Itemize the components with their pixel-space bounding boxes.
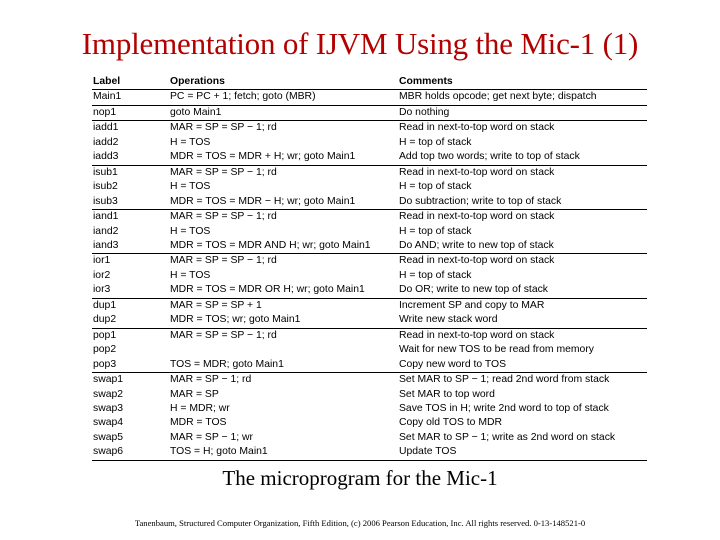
row-label-cell: pop1 <box>93 329 117 341</box>
table-row <box>92 445 647 460</box>
row-operation-cell: goto Main1 <box>169 105 398 120</box>
row-label-cell: ior2 <box>93 269 111 281</box>
table-row <box>92 373 647 388</box>
row-comment-cell: Write new stack word <box>398 313 647 328</box>
row-label-cell: dup1 <box>93 299 117 311</box>
table-row <box>92 210 647 225</box>
row-label-cell: swap1 <box>93 374 124 386</box>
row-operation-cell: PC = PC + 1; fetch; goto (MBR) <box>169 90 398 105</box>
row-comment-cell: Read in next-to-top word on stack <box>399 166 555 178</box>
row-comment-cell: Set MAR to SP − 1; write as 2nd word on stack <box>399 431 616 443</box>
row-comment-cell: H = top of stack <box>399 181 472 193</box>
row-label-cell: swap5 <box>93 431 124 443</box>
row-comment-cell: H = top of stack <box>399 136 472 148</box>
table-row <box>92 313 647 328</box>
row-label-cell: iadd2 <box>93 136 119 148</box>
row-operation-cell: MDR = TOS <box>170 417 227 429</box>
row-operation-cell: MAR = SP = SP − 1; rd <box>170 166 277 178</box>
microprogram-table-container <box>92 75 647 461</box>
row-operation-cell: MAR = SP = SP − 1; rd <box>170 211 277 223</box>
row-operation-cell: MAR = SP − 1; wr <box>170 431 253 443</box>
table-row <box>92 225 647 239</box>
table-row <box>92 105 647 120</box>
row-operation-cell: H = TOS <box>170 136 211 148</box>
table-body <box>92 90 647 460</box>
row-comment-cell: Read in next-to-top word on stack <box>399 211 555 223</box>
table-row <box>92 283 647 298</box>
table-row <box>92 239 647 254</box>
row-operation-cell: MAR = SP − 1; rd <box>170 374 252 386</box>
row-label-cell: isub1 <box>93 166 118 178</box>
row-comment-cell: H = top of stack <box>399 225 472 237</box>
table-row <box>92 269 647 283</box>
row-label-cell: Main1 <box>92 90 169 105</box>
row-operation-cell: MDR = TOS = MDR − H; wr; goto Main1 <box>169 195 398 210</box>
row-comment-cell: Copy new word to TOS <box>398 358 647 373</box>
copyright-credit: Tanenbaum, Structured Computer Organization, Fifth Edition, (c) 2006 Pearson Education, Inc. All rights reserved. 0-13-148521-0 <box>134 518 586 528</box>
row-comment-cell: Set MAR to SP − 1; read 2nd word from stack <box>399 374 610 386</box>
row-comment-cell: Save TOS in H; write 2nd word to top of stack <box>399 402 609 414</box>
row-operation-cell: MAR = SP = SP − 1; rd <box>170 255 277 267</box>
row-comment-cell: Read in next-to-top word on stack <box>399 329 555 341</box>
table-row <box>92 150 647 165</box>
row-label-cell: nop1 <box>92 105 169 120</box>
row-comment-cell: Set MAR to top word <box>399 388 495 400</box>
row-comment-cell: Do OR; write to new top of stack <box>398 283 647 298</box>
table-row <box>92 180 647 194</box>
row-operation-cell: MDR = TOS = MDR OR H; wr; goto Main1 <box>169 283 398 298</box>
row-operation-cell: MAR = SP = SP − 1; rd <box>170 329 277 341</box>
row-label-cell: ior3 <box>92 283 169 298</box>
row-label-cell: iadd1 <box>93 122 119 134</box>
row-operation-cell: MDR = TOS = MDR + H; wr; goto Main1 <box>169 150 398 165</box>
row-label-cell: pop2 <box>93 344 117 356</box>
table-row <box>92 402 647 416</box>
row-operation-cell: TOS = MDR; goto Main1 <box>169 358 398 373</box>
row-comment-cell: Do nothing <box>398 105 647 120</box>
row-label-cell: isub2 <box>93 181 118 193</box>
row-label-cell: swap6 <box>92 445 169 460</box>
row-comment-cell: Do subtraction; write to top of stack <box>398 195 647 210</box>
row-operation-cell: H = TOS <box>170 269 211 281</box>
row-label-cell: iadd3 <box>92 150 169 165</box>
table-row <box>92 121 647 136</box>
row-operation-cell: MDR = TOS = MDR AND H; wr; goto Main1 <box>169 239 398 254</box>
row-operation-cell: H = TOS <box>170 225 211 237</box>
row-comment-cell: Wait for new TOS to be read from memory <box>399 344 594 356</box>
row-operation-cell: MAR = SP = SP + 1 <box>170 299 262 311</box>
table-row <box>92 431 647 445</box>
table-row <box>92 328 647 343</box>
row-label-cell: swap4 <box>93 417 124 429</box>
row-label-cell: isub3 <box>92 195 169 210</box>
column-header-label: Label <box>92 75 169 90</box>
table-row <box>92 343 647 357</box>
row-comment-cell: Read in next-to-top word on stack <box>399 255 555 267</box>
table-row <box>92 254 647 269</box>
row-operation-cell: MAR = SP = SP − 1; rd <box>170 122 277 134</box>
table-row <box>92 195 647 210</box>
row-operation-cell: H = MDR; wr <box>170 402 230 414</box>
row-operation-cell: MDR = TOS; wr; goto Main1 <box>169 313 398 328</box>
slide-title: Implementation of IJVM Using the Mic-1 (1) <box>81 26 639 61</box>
table-row <box>92 298 647 313</box>
table-header-row <box>92 75 647 90</box>
microprogram-table <box>92 75 647 461</box>
column-header-operations: Operations <box>169 75 398 90</box>
row-comment-cell: Copy old TOS to MDR <box>399 417 502 429</box>
row-comment-cell: Update TOS <box>398 445 647 460</box>
table-row <box>92 165 647 180</box>
table-row <box>92 90 647 105</box>
row-comment-cell: Do AND; write to new top of stack <box>398 239 647 254</box>
table-row <box>92 416 647 430</box>
row-operation-cell <box>169 343 398 357</box>
row-comment-cell: MBR holds opcode; get next byte; dispatch <box>398 90 647 105</box>
row-label-cell: iand1 <box>93 211 119 223</box>
row-label-cell: swap2 <box>93 388 124 400</box>
table-row <box>92 358 647 373</box>
row-comment-cell: Increment SP and copy to MAR <box>399 299 545 311</box>
row-comment-cell: Add top two words; write to top of stack <box>398 150 647 165</box>
figure-caption: The microprogram for the Mic-1 <box>222 466 498 490</box>
row-label-cell: ior1 <box>93 255 111 267</box>
row-label-cell: dup2 <box>92 313 169 328</box>
row-label-cell: pop3 <box>92 358 169 373</box>
row-comment-cell: H = top of stack <box>399 269 472 281</box>
row-label-cell: iand2 <box>93 225 119 237</box>
row-operation-cell: TOS = H; goto Main1 <box>169 445 398 460</box>
table-row <box>92 136 647 150</box>
row-operation-cell: H = TOS <box>170 181 211 193</box>
row-label-cell: swap3 <box>93 402 124 414</box>
row-label-cell: iand3 <box>92 239 169 254</box>
column-header-comments: Comments <box>398 75 647 90</box>
row-operation-cell: MAR = SP <box>170 388 219 400</box>
row-comment-cell: Read in next-to-top word on stack <box>399 122 555 134</box>
table-row <box>92 388 647 402</box>
